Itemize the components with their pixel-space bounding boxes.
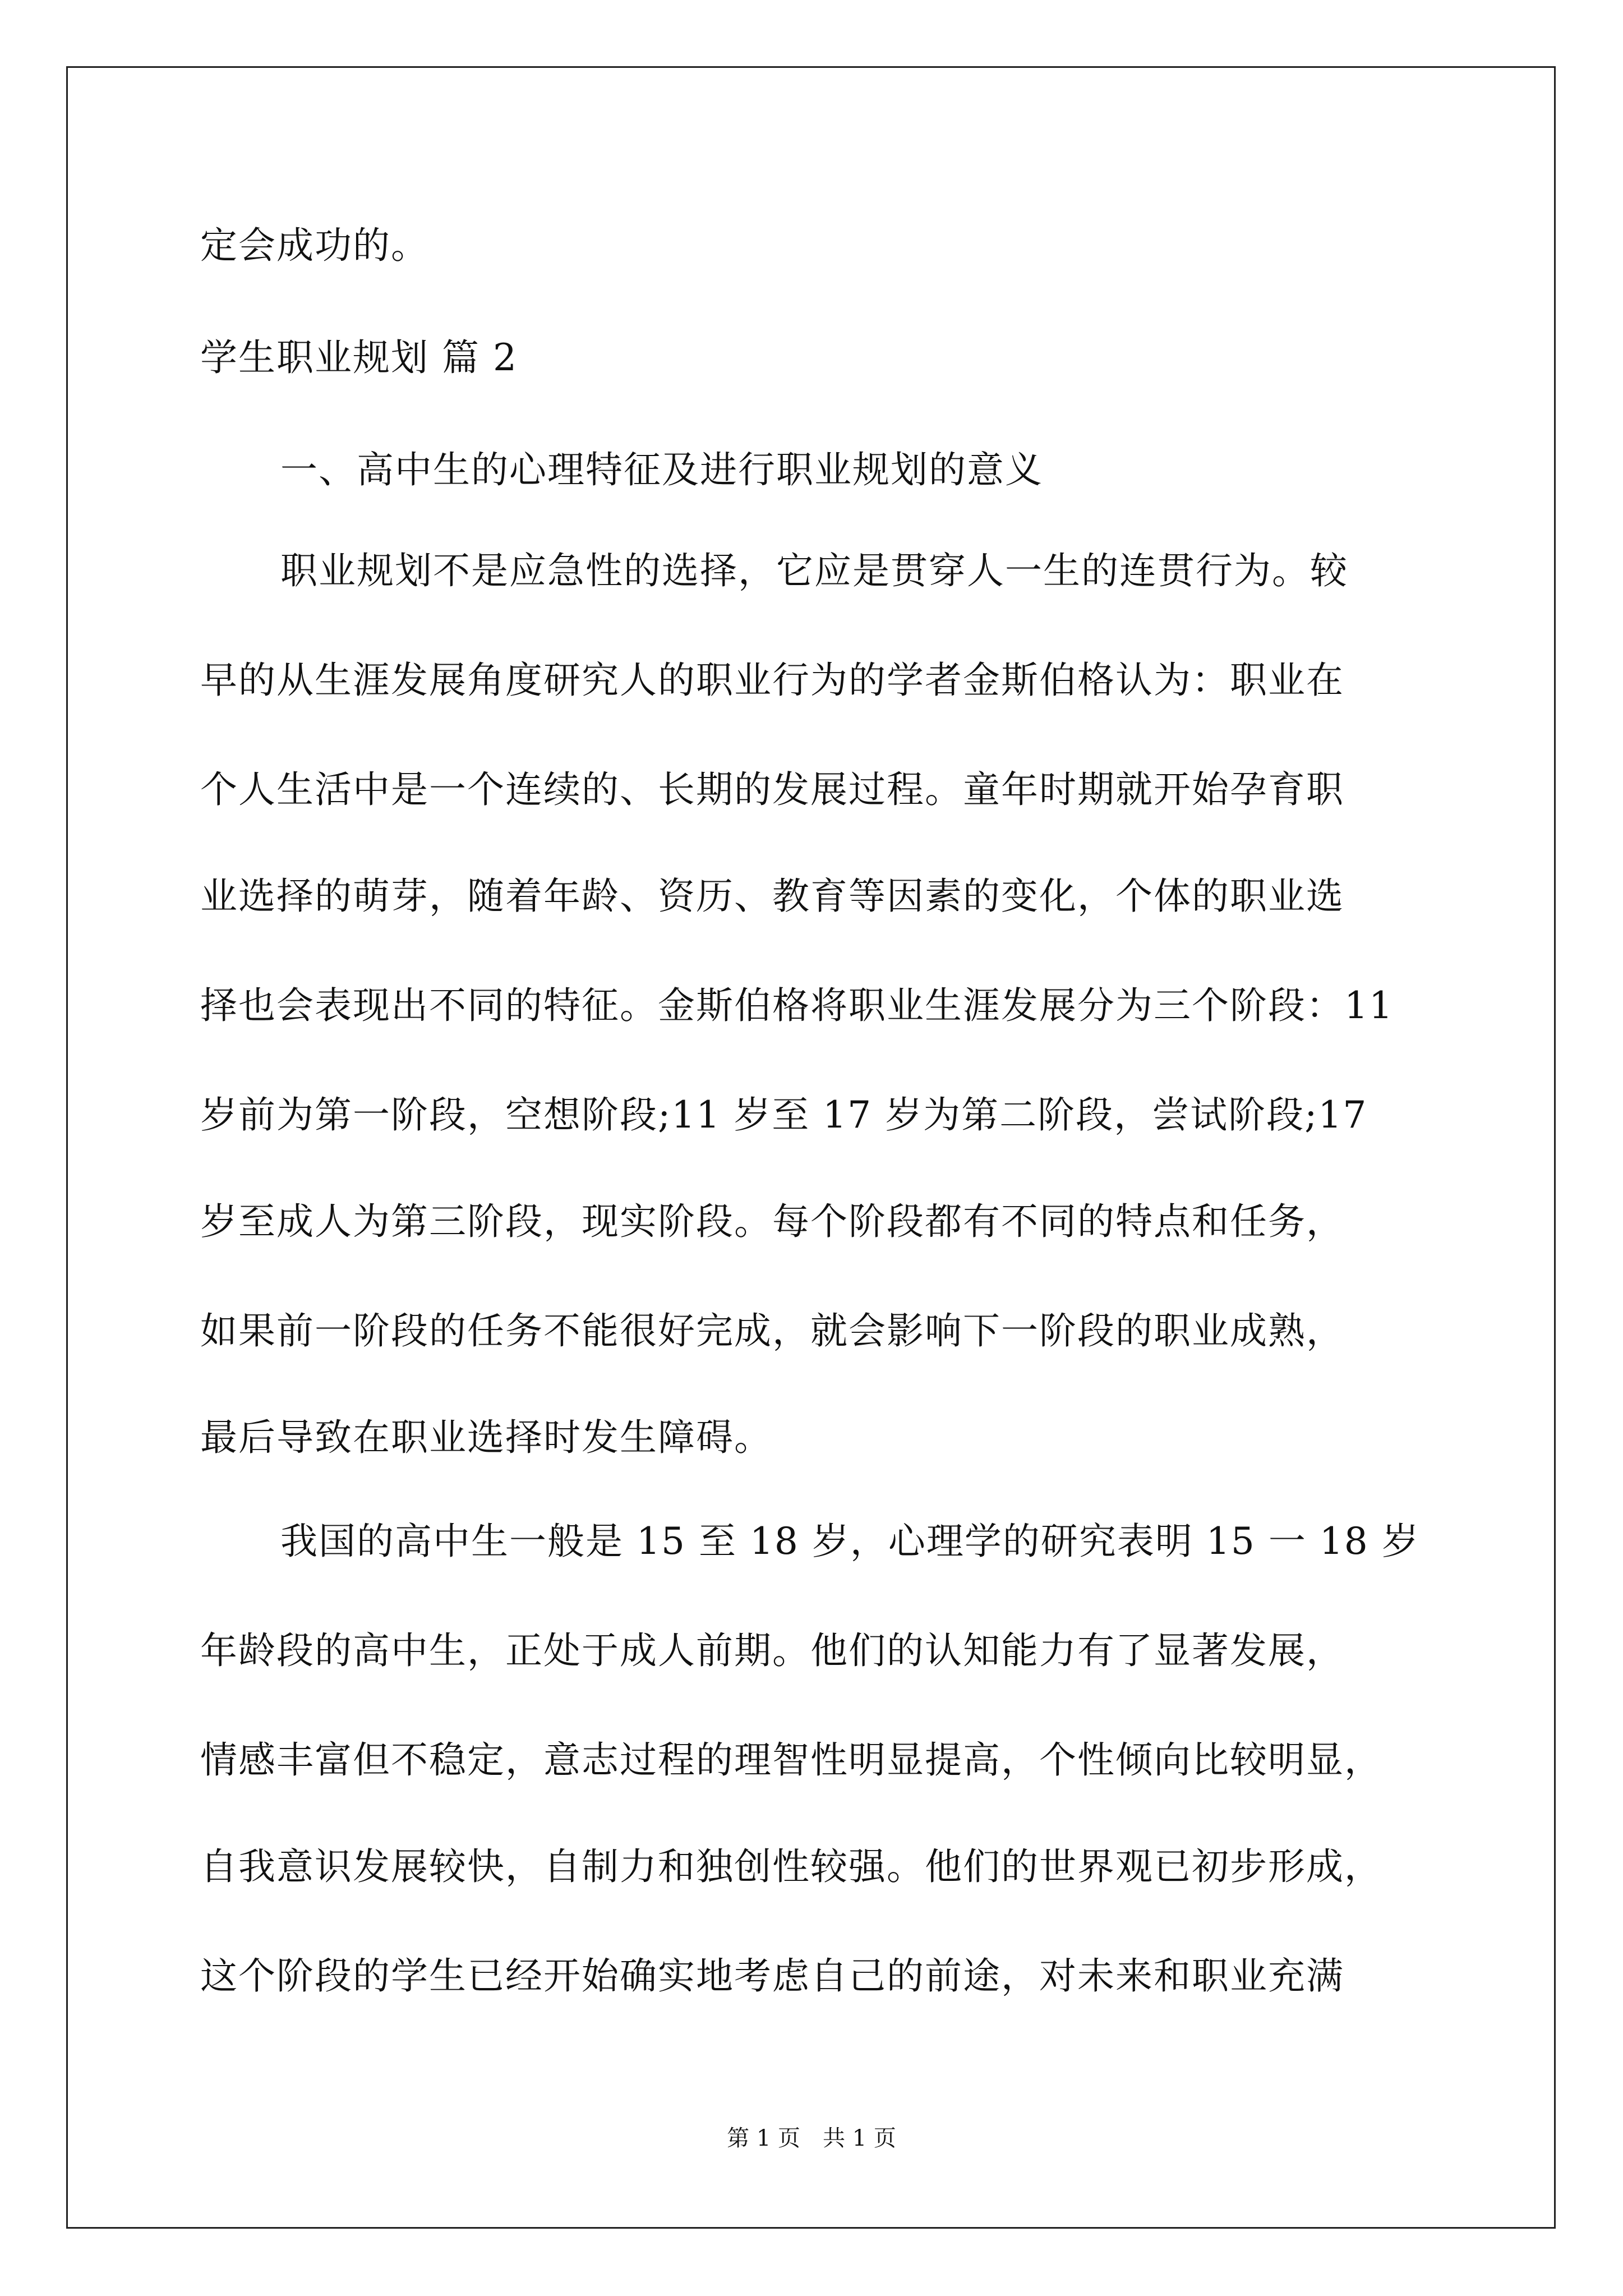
section-title: 学生职业规划 篇 2 — [200, 336, 518, 379]
subsection-heading: 一、高中生的心理特征及进行职业规划的意义 — [280, 448, 1043, 491]
paragraph-line: 早的从生涯发展角度研究人的职业行为的学者金斯伯格认为：职业在 — [200, 659, 1344, 702]
paragraph-line: 自我意识发展较快，自制力和独创性较强。他们的世界观已初步形成， — [200, 1845, 1382, 1888]
paragraph-line: 情感丰富但不稳定，意志过程的理智性明显提高，个性倾向比较明显， — [200, 1738, 1382, 1782]
page-number: 第 1 页 共 1 页 — [727, 2125, 896, 2151]
paragraph-line: 岁至成人为第三阶段，现实阶段。每个阶段都有不同的特点和任务， — [200, 1200, 1344, 1243]
paragraph-line: 职业规划不是应急性的选择，它应是贯穿人一生的连贯行为。较 — [280, 549, 1348, 592]
body-line-continuation: 定会成功的。 — [200, 224, 429, 267]
paragraph-line: 我国的高中生一般是 15 至 18 岁，心理学的研究表明 15 一 18 岁 — [280, 1520, 1420, 1563]
paragraph-line: 择也会表现出不同的特征。金斯伯格将职业生涯发展分为三个阶段：11 — [200, 984, 1394, 1027]
paragraph-line: 岁前为第一阶段，空想阶段;11 岁至 17 岁为第二阶段，尝试阶段;17 — [200, 1093, 1368, 1137]
paragraph-line: 如果前一阶段的任务不能很好完成，就会影响下一阶段的职业成熟， — [200, 1309, 1344, 1352]
paragraph-line: 业选择的萌芽，随着年龄、资历、教育等因素的变化，个体的职业选 — [200, 875, 1344, 918]
paragraph-line: 年龄段的高中生，正处于成人前期。他们的认知能力有了显著发展， — [200, 1629, 1344, 1672]
paragraph-line: 最后导致在职业选择时发生障碍。 — [200, 1416, 772, 1459]
page-border — [66, 66, 1556, 2229]
paragraph-line: 这个阶段的学生已经开始确实地考虑自己的前途，对未来和职业充满 — [200, 1954, 1344, 1998]
paragraph-line: 个人生活中是一个连续的、长期的发展过程。童年时期就开始孕育职 — [200, 768, 1344, 811]
